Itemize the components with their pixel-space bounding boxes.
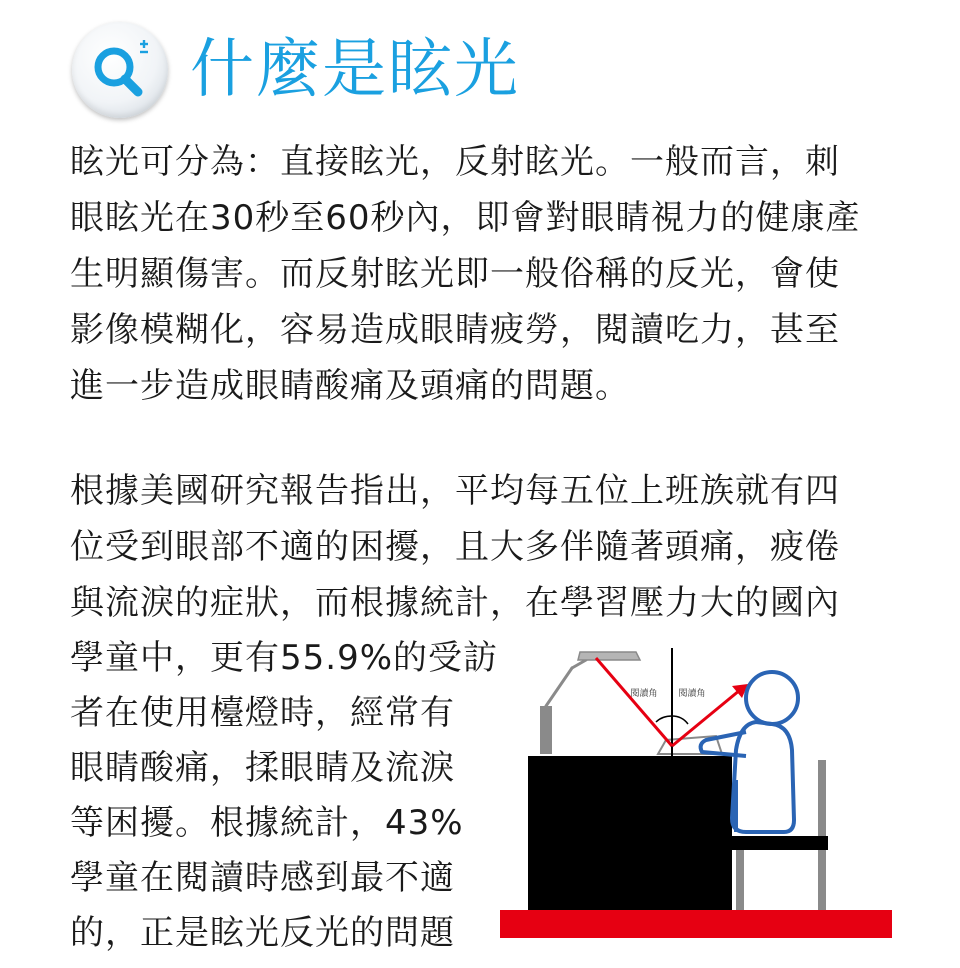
paragraph-line: 進一步造成眼睛酸痛及頭痛的問題。 (70, 366, 630, 406)
paragraph-line: 位受到眼部不適的困擾，且大多伴隨著頭痛，疲倦 (70, 527, 840, 567)
floor (500, 910, 892, 938)
angle-label-left: 閱讀角 (630, 689, 658, 699)
paragraph-line: 學童中，更有55.9%的受訪 (70, 638, 499, 678)
paragraph-glare-types (70, 134, 870, 414)
paragraph-line: 的，正是眩光反光的問題 (70, 913, 455, 953)
paragraph-line: 生明顯傷害。而反射眩光即一般俗稱的反光，會使 (70, 254, 840, 294)
paragraph-line: 影像模糊化，容易造成眼睛疲勞，閱讀吃力，甚至 (70, 310, 840, 350)
paragraph-line: 者在使用檯燈時，經常有 (70, 693, 455, 733)
angle-arc-left (656, 716, 672, 722)
paragraph-line: 學童在閱讀時感到最不適 (70, 858, 455, 898)
page-title: 什麼是眩光 (190, 33, 520, 107)
chair-icon (740, 760, 822, 910)
chair-seat (732, 836, 828, 850)
glare-illustration (496, 640, 896, 940)
paragraph-statistics (70, 631, 499, 961)
paragraph-line: 眼睛酸痛，揉眼睛及流淚 (70, 748, 455, 788)
magnifier-plus-minus-icon (72, 22, 168, 118)
paragraph-line: 與流淚的症狀，而根據統計，在學習壓力大的國內 (70, 583, 840, 623)
desk-lamp-icon (540, 652, 640, 754)
paragraph-line: 根據美國研究報告指出，平均每五位上班族就有四 (70, 471, 840, 511)
desk (528, 756, 732, 910)
angle-arc-right (672, 716, 688, 724)
paragraph-line: 眼眩光在30秒至60秒內，即會對眼睛視力的健康產 (70, 198, 861, 238)
incident-ray (596, 658, 672, 746)
paragraph-line: 等困擾。根據統計，43% (70, 803, 464, 843)
angle-label-right: 閱讀角 (678, 689, 706, 699)
paragraph-line: 眩光可分為：直接眩光，反射眩光。一般而言，刺 (70, 142, 840, 182)
paragraph-research (70, 463, 870, 631)
header (72, 20, 520, 120)
